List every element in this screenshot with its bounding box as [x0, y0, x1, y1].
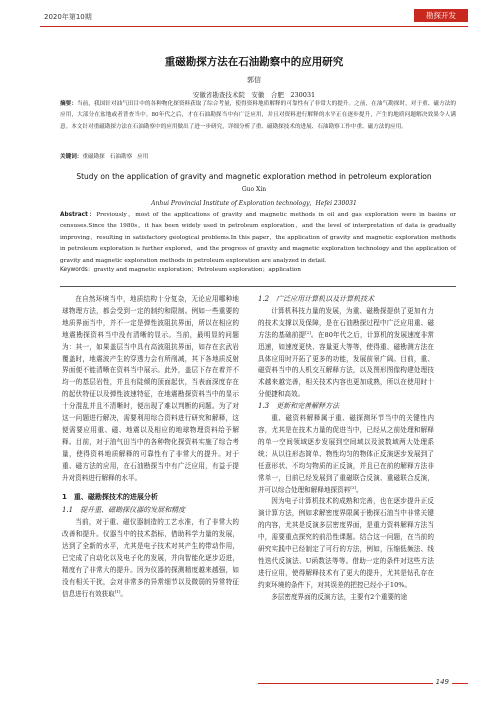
abstract-en-text: Previously，most of the applications of gravity and magnetic methods in oil and gas exploration were in basins or censuses.Since the 1980s，it has been widely used in petroleum exploration，and the level of interpretation of data is gradually improving，resulting in satisfactory geological problems.In this paper，the application of gravity and magnetic exploration methods in petroleum exploration is further explored，and the progress of gravity and magnetic exploration technology and the application of gravity and magnetic exploration methods in petroleum exploration are analyzed in detail. — [60, 212, 456, 264]
abstract-cn-text: 当前，我国针对油气田目中的各种物化探资料获取了综合考量，使得资料地质解释的可靠性有了非常大的提升。之前，在油气勘探时，对于重、磁方法的应用，大部分在盆地或者普查当中。80年代之后，才在石油勘探当中有广泛应用，并且对资料进行解释的水平正在逐步提升，产生的地质问题解决效果令人满意。本文针对重磁勘探方法在石油勘察中的应用做出了进一步研究，详细分析了重、磁勘探技术的进展、石油勘察工作中重、磁方法的应用。 — [60, 101, 456, 130]
citation-ref: [1] — [114, 588, 121, 594]
body-column-left — [62, 294, 239, 601]
affiliation-en: Anhui Provincial Institute of Exploration technology，Hefei 230031 — [151, 200, 357, 207]
abstract-cn — [60, 99, 456, 133]
paragraph-end: 。 — [355, 485, 363, 494]
affiliation-cn: 安徽省勘查技术院 安徽 合肥 230031 — [192, 91, 316, 99]
citation-ref: [2] — [305, 329, 311, 335]
issue-label: 2020年第10期 — [44, 13, 92, 21]
body-paragraph: 因为电子计算机技术的成熟和完善，也在逐步提升正反演计算方法，例如求解密度界限属于勘探石油当中非常关键的内容，尤其是反演多层密度界面，是重力资料解释方法当中，需要重点探究的前沿性课题。结合这一问题，在当前的研究实践中已经制定了可行的方法，例如，压缩低频法、线性迭代反演法、U函数法等等。借助一定的条件对这些方法进行应用，使得解释技术有了更大的提升，尤其是钻孔存在约束环境的条件下，对其误差的把控已经小于10%。 — [258, 497, 434, 589]
keywords-en-label: Keywords： — [60, 267, 94, 273]
author-en: Guo Xin — [241, 186, 267, 193]
paragraph-text: 计算机科技力量的发展，为重、磁勘探提供了更加有力的技术支撑以及保障，是在石油勘探过程中广泛应用重、磁方法的基础前提 — [258, 306, 434, 339]
body-paragraph: 多层密度界面的反演方法，主要有2个重要的途 — [271, 592, 408, 601]
abstract-cn-label: 摘要： — [60, 101, 77, 107]
article-title-en: Study on the application of gravity and magnetic exploration method in petroleum exploration — [76, 172, 432, 181]
author-cn: 郭信 — [247, 76, 261, 84]
abstract-en-label: Abstract： — [60, 212, 97, 218]
body-column-right — [258, 294, 434, 604]
keywords-cn — [60, 152, 456, 160]
section-badge: 勘探开发 — [414, 9, 468, 22]
subsection-heading: 1.1 提升重、磁勘探仪器的发展和精度 — [62, 506, 186, 515]
body-paragraph — [258, 413, 434, 496]
subsection-heading: 1.3 更新和完善解释方法 — [258, 402, 340, 411]
header-rule — [40, 26, 468, 27]
paragraph-end: 。在80年代之后，计算机的发展速度非常迅速，如速度更快、容量更大等等，使得重、磁勘测方法在具体应用时开拓了更多的功能，发展前景广阔。目前，重、磁资料当中的人机交互解释方法，以及图形图像构建处理技术越来越完善，相关技术内容也更加成熟，所以在使用时十分便捷和高效。 — [258, 330, 435, 399]
keywords-cn-label: 关键词： — [60, 154, 83, 160]
keywords-en-text: gravity and magnetic exploration；Petroleum exploration；application — [93, 267, 302, 273]
body-paragraph: 在自然环境当中，地质结构十分复杂，无论应用哪种地球物理方法，都会受到一定的制约和限制。例如一些重要的地质界面当中，并不一定是弹性波阻抗界面，所以在相应的地震勘探资料当中没有清晰的显示。当前，最明显的问题为：其一，如果盖层当中具有高波阻抗界面，如存在玄武岩覆盖时，地震波产生的穿透力会有所削减，其下各地质反射界面便不能清晰在资料当中展示。此外，盖层下存在着并不均一的基层岩性，并且有陡倾的顶面起伏，当表面深度存在的起伏特征以及弹性波速特征，在地震勘探资料当中的显示十分混乱并且不清晰时，便出现了难以判断的问题。为了对这一问题进行解决，需要利用综合资料进行研究和解释，这便需要应用重、磁、地震以及相应的地球物理资料给予解释。目前，对于油气田当中的各种物化探资料实施了综合考量，使得资料地质解释的可靠性有了非常大的提升。对于重、磁方法的应用，在石油勘探当中有广泛应用，有益于提升对资料进行解释的水平。 — [62, 295, 239, 482]
page-number: 149 — [433, 678, 452, 686]
citation-ref: [3] — [350, 484, 356, 490]
abstract-divider — [60, 286, 456, 287]
body-paragraph — [258, 306, 434, 401]
section-heading: 1 重、磁勘探技术的进展分析 — [62, 492, 158, 501]
keywords-en — [60, 265, 456, 276]
keyword-cn: 应用 — [137, 154, 149, 160]
paragraph-end: 。 — [120, 589, 128, 598]
keyword-cn: 石油勘察 — [109, 154, 133, 160]
keyword-cn: 重磁勘探 — [82, 154, 105, 160]
body-paragraph — [62, 517, 239, 600]
abstract-en — [60, 210, 456, 267]
subsection-heading: 1.2 广泛应用计算机以及计算机技术 — [258, 295, 375, 303]
article-title-cn: 重磁勘探方法在石油勘察中的应用研究 — [164, 56, 344, 68]
paragraph-text: 重、磁资料解释属于重、磁探测环节当中的关键性内容，尤其是在技术力量的促进当中，已经从之前处理和解释的单一空间领域逐步发展到空间域以及波数域两大处理系统；从以往形态简单、物性均匀的物体正反演逐步发展到了任意形状、不均匀物质的正反演，并且已在前的解释方法非常单一，目前已经发展到了重磁联合反演、重磁联合反演，并可以综合处理和解释地探资料 — [258, 414, 434, 494]
paragraph-text: 当前，对于重、磁仪器制造的工艺水准，有了非常大的改善和提升。仪器当中的技术指标，借助科学力量的发展，达到了全新的水平，尤其是电子技术对其产生的带动作用，已完成了自动化以及电子化的发展，并向智能化逐步迈进，精度有了非常大的提升。因为仪器的探测精度越来越强，如没有相关干扰，会对非常多的异常细节以及微弱的异常特征信息进行有效获取 — [62, 518, 239, 598]
